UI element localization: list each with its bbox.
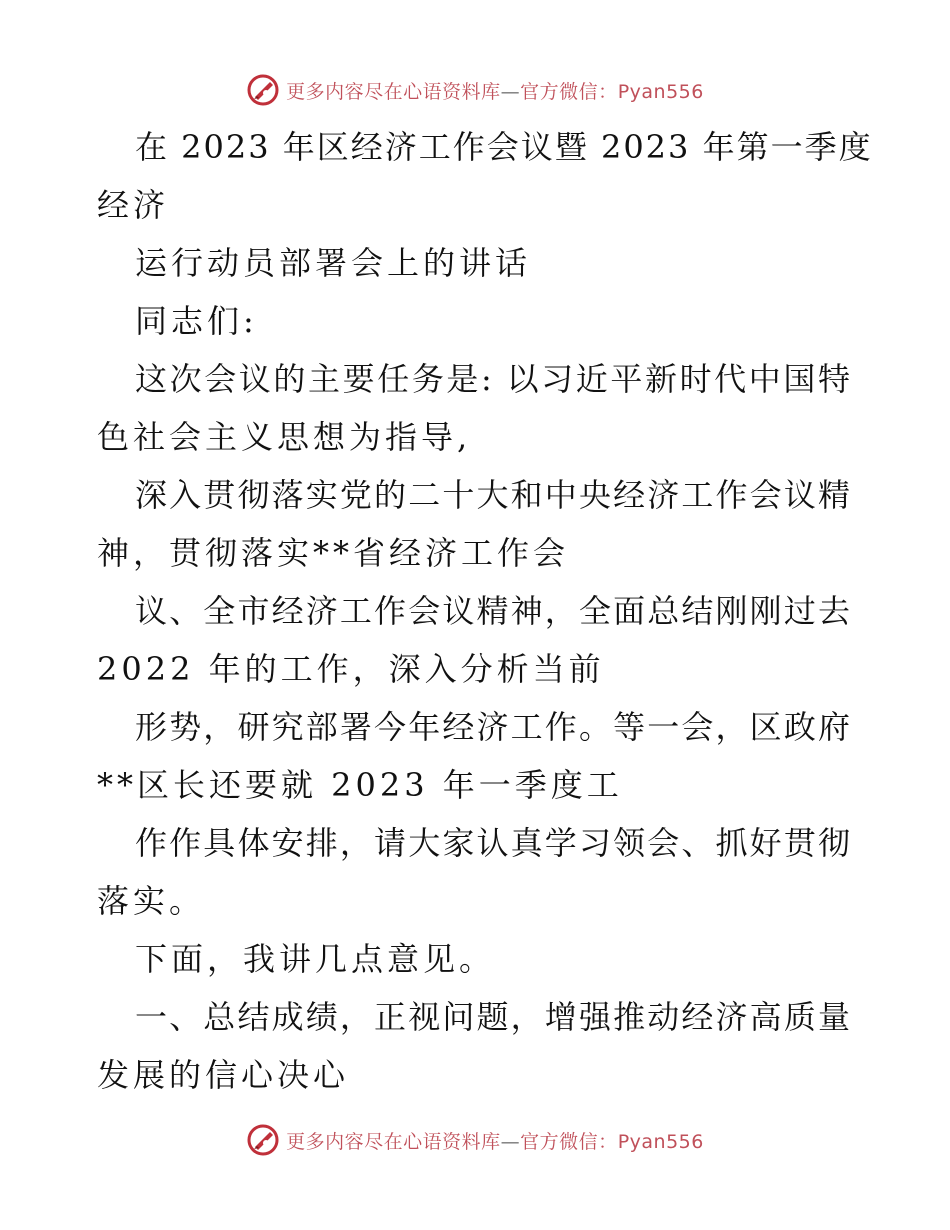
title-line-1: 在 2023 年区经济工作会议暨 2023 年第一季度 bbox=[135, 128, 873, 166]
paragraph-line: 议、全市经济工作会议精神，全面总结刚刚过去 bbox=[135, 592, 852, 630]
section-heading-line: 一、总结成绩，正视问题，增强推动经济高质量 bbox=[135, 998, 852, 1036]
paragraph-line: 落实。 bbox=[97, 882, 206, 920]
paragraph-line: 神，贯彻落实**省经济工作会 bbox=[97, 534, 570, 572]
paragraph-line: 深入贯彻落实党的二十大和中央经济工作会议精 bbox=[135, 476, 852, 514]
watermark-text: 更多内容尽在心语资料库—官方微信：Pyan556 bbox=[286, 80, 704, 103]
watermark-text: 更多内容尽在心语资料库—官方微信：Pyan556 bbox=[286, 1130, 704, 1153]
section-heading-line: 发展的信心决心 bbox=[97, 1056, 350, 1094]
document-body bbox=[97, 118, 873, 1104]
paragraph-line: 2022 年的工作，深入分析当前 bbox=[97, 650, 605, 688]
paragraph-line: 色社会主义思想为指导, bbox=[97, 418, 472, 456]
title-line-3: 运行动员部署会上的讲话 bbox=[135, 244, 532, 282]
paragraph-line: **区长还要就 2023 年一季度工 bbox=[97, 766, 623, 804]
watermark-banner-bottom bbox=[0, 1120, 950, 1160]
brand-logo-icon bbox=[246, 73, 280, 107]
paragraph-line: 这次会议的主要任务是: 以习近平新时代中国特 bbox=[135, 360, 852, 398]
paragraph-line: 形势，研究部署今年经济工作。等一会，区政府 bbox=[135, 708, 852, 746]
paragraph-line: 下面，我讲几点意见。 bbox=[135, 940, 496, 978]
title-line-2: 经济 bbox=[97, 186, 170, 224]
paragraph-line: 作作具体安排，请大家认真学习领会、抓好贯彻 bbox=[135, 824, 852, 862]
salutation: 同志们: bbox=[135, 302, 258, 340]
brand-logo-icon bbox=[246, 1123, 280, 1157]
watermark-banner-top bbox=[0, 70, 950, 110]
